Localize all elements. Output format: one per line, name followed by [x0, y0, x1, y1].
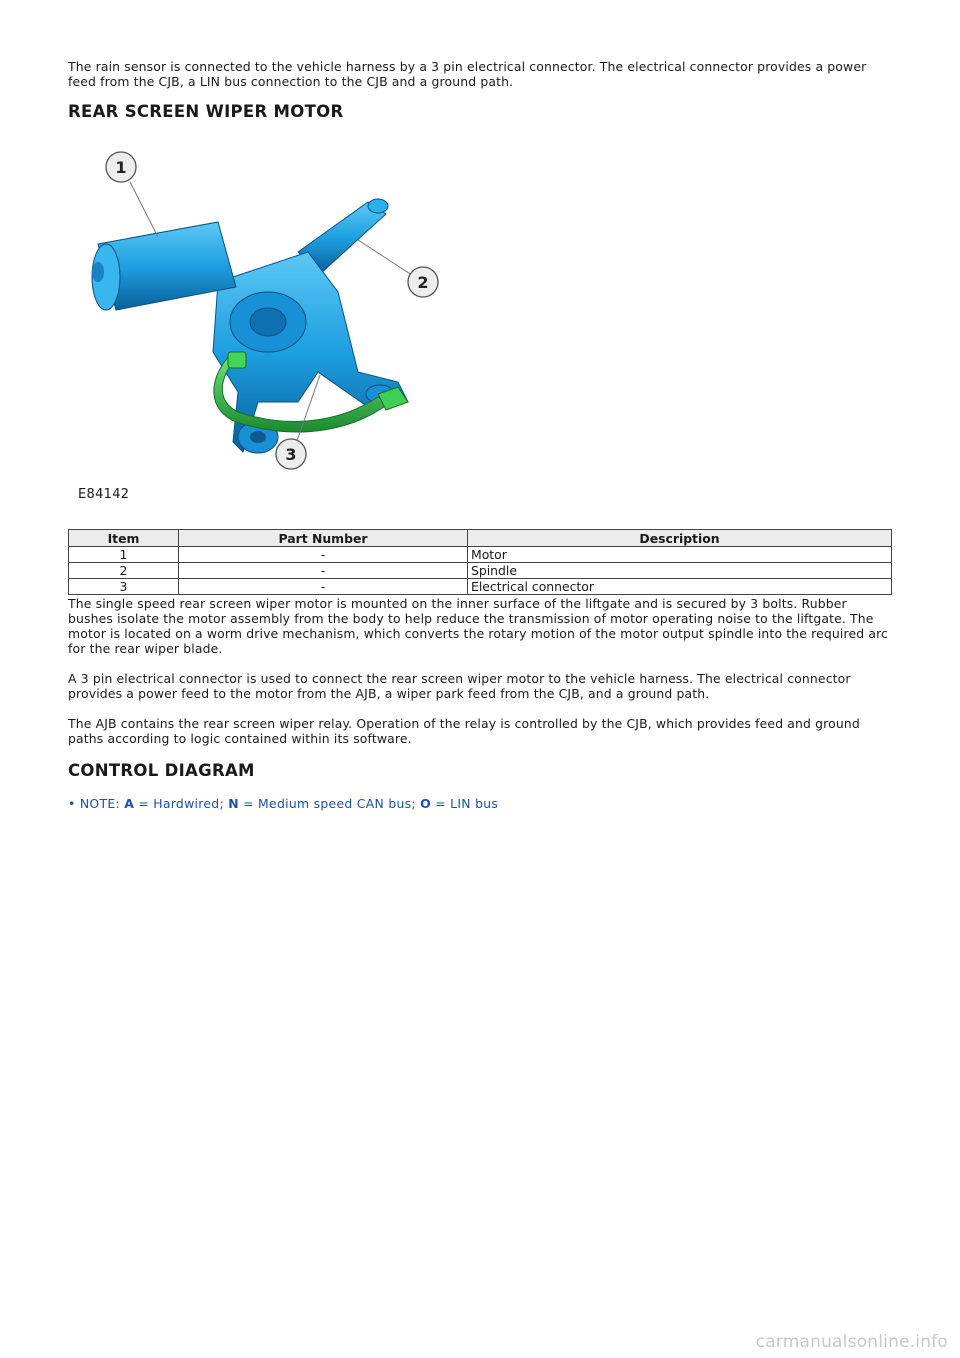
svg-text:1: 1 [115, 158, 127, 177]
document-page [68, 0, 893, 811]
body-paragraph-ajb: The AJB contains the rear screen wiper relay. Operation of the relay is controlled by the CJB, which provides feed and ground paths according to logic contained within its software. [68, 716, 860, 746]
note-text-o: = LIN bus [430, 796, 499, 811]
header-description: Description [468, 530, 892, 547]
callout-3 [276, 439, 306, 469]
header-part-number: Part Number [179, 530, 468, 547]
cell-description: Spindle [468, 563, 892, 579]
watermark: carmanualsonline.info [755, 1332, 948, 1352]
cell-part-number: - [179, 547, 468, 563]
intro-paragraph: The rain sensor is connected to the vehicle harness by a 3 pin electrical connector. The electrical connector provides a power feed from the CJB, a LIN bus connection to the CJB and a ground path. [68, 59, 867, 89]
table-row [69, 563, 892, 579]
wiper-motor-drawing [68, 132, 468, 512]
cell-part-number: - [179, 563, 468, 579]
svg-text:3: 3 [285, 445, 297, 464]
section-heading-control-diagram: CONTROL DIAGRAM [68, 761, 255, 780]
svg-text:2: 2 [417, 273, 429, 292]
cell-item: 3 [69, 579, 179, 595]
table-header-row [69, 530, 892, 547]
wiper-motor-illustration [68, 132, 468, 512]
table-row [69, 547, 892, 563]
cell-part-number: - [179, 579, 468, 595]
section-heading-rear-wiper-motor: REAR SCREEN WIPER MOTOR [68, 102, 344, 121]
parts-table [68, 529, 892, 595]
cell-description: Electrical connector [468, 579, 892, 595]
note-prefix: • NOTE: [68, 796, 125, 811]
body-paragraph-motor: The single speed rear screen wiper motor is mounted on the inner surface of the liftgate and is secured by 3 bolts. Rubber bushes isolate the motor assembly from the body to help reduce the transmission of motor operating noise to the liftgate. The motor is located on a worm drive mechanism, which converts the rotary motion of the motor output spindle into the required arc for the rear wiper blade. [68, 596, 889, 656]
note-text-n: = Medium speed CAN bus; [238, 796, 421, 811]
cell-description: Motor [468, 547, 892, 563]
body-paragraph-connector: A 3 pin electrical connector is used to connect the rear screen wiper motor to the vehicle harness. The electrical connector provides a power feed to the motor from the AJB, a wiper park feed from the CJB, and a ground path. [68, 671, 851, 701]
note-key-n: N [228, 796, 239, 811]
header-item: Item [69, 530, 179, 547]
note-key-o: O [420, 796, 431, 811]
callout-2 [408, 267, 438, 297]
note-text-a: = Hardwired; [134, 796, 229, 811]
cell-item: 2 [69, 563, 179, 579]
note-line [68, 796, 893, 811]
table-row [69, 579, 892, 595]
callout-1 [106, 152, 136, 182]
figure-code: E84142 [78, 487, 130, 502]
note-key-a: A [124, 796, 135, 811]
motor-shape [92, 222, 236, 310]
cell-item: 1 [69, 547, 179, 563]
